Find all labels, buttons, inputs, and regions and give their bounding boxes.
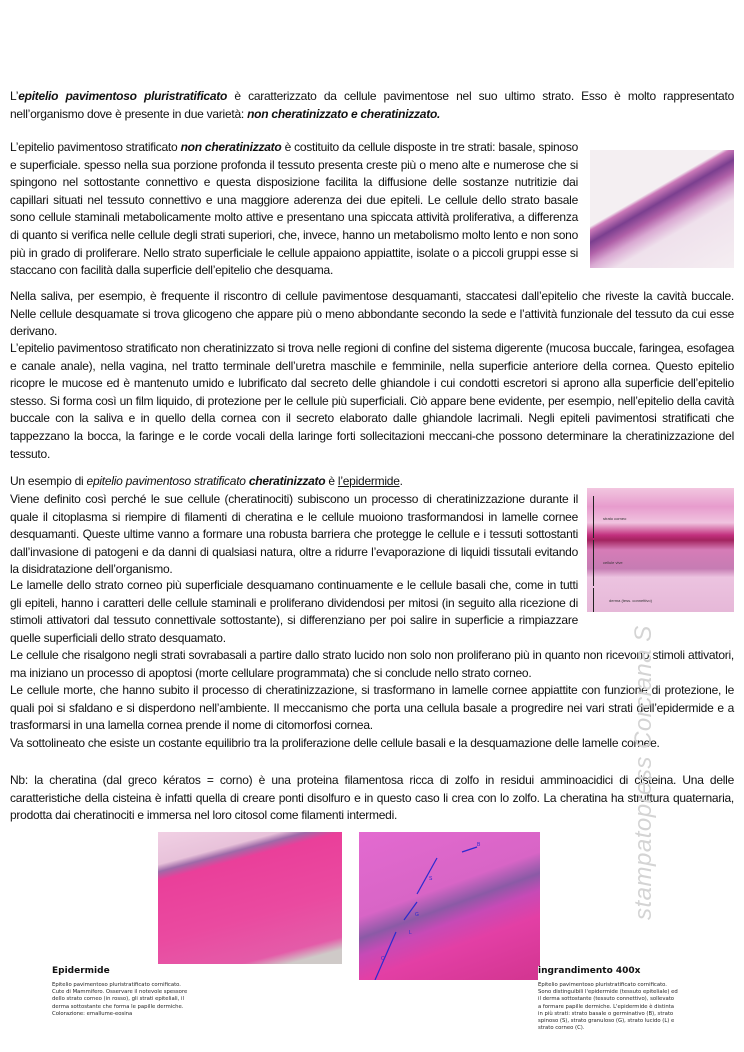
brace-marker [593, 588, 598, 612]
nonker-paragraph-1: L’epitelio pavimentoso stratificato non cheratinizzato è costituito da cellule disposte in tre strati: basale, spinoso e superficiale. spesso nella sua porzione profonda il tessuto presenta creste più o meno alte e numerose che si spingono nel sottostante connettivo e questa disposizione facilita la diffusione delle sostanze nutritizie dai capillari situati nel tessuto connettivo e una maggiore aderenza dei due epiteli. Le cellule dello strato basale sono cellule staminali metabolicamente molto attive e presentano una spiccata attività proliferativa, a differenza di quanto si verifica nelle cellule degli strati superiori, che, invece, hanno un metabolismo molto lento e non sono più in grado di proliferare. Nello strato superficiale le cellule appaiono appiattite, isolate o a piccoli gruppi esse si staccano con facilità dalla superficie dell’epitelio che desquama. [10, 140, 579, 278]
caption-title: Epidermide [52, 966, 110, 976]
ker-paragraph-4: Le cellule morte, che hanno subito il processo di cheratinizzazione, si trasformano in lamelle cornee appiattite con funzione di protezione, le quali poi si sfaldano e si disperdono nell’ambiente. Il meccanismo che porta una cellula basale a progredire nei vari strati dell’epidermide e a trasformarsi in una lamella cornea prende il nome di citomorfosi cornea. [10, 683, 734, 733]
nb-paragraph: Nb: la cheratina (dal greco kératos = corno) è una proteina filamentosa ricca di zolfo in residui amminoacidici di cisteina. Una delle caratteristiche della cisteina è infatti quella di creare ponti disolfuro e in questo caso li crea con lo zolfo. La cheratina ha struttura quaternaria, prodotta dai cheratinociti e immersa nel loro citosol come filamenti intermedi. [10, 773, 734, 823]
term-pluristratificato: epitelio pavimentoso pluristratificato [18, 89, 228, 103]
label-s: S [429, 876, 433, 882]
intro-paragraph: L’epitelio pavimentoso pluristratificato è caratterizzato da cellule pavimentose nel suo ultimo strato. Esso è molto rappresentato nell’organismo dove è presente in due varietà: non cheratinizzato e cheratinizzato. [10, 89, 734, 121]
label-b: B [477, 842, 481, 848]
label-cellule-vive: cellule vive [603, 560, 623, 565]
ker-paragraph-3: Le cellule che risalgono negli strati sovrabasali a partire dallo strato lucido non solo non proliferano più in quanto non ricevono stimoli attivatori, ma iniziano un processo di apoptosi (morte cellulare programmata) che si conclude nello strato corneo. [10, 648, 734, 680]
ker-paragraph-2: Le lamelle dello strato corneo più superficiale desquamano continuamente e le cellule basali che, come in tutti gli epiteli, hanno i caratteri delle cellule staminali e proliferano dividendosi per mitosi (in seguito alla ricezione di stimoli attivatori dal tessuto connettivale sottostante), si differenziano per poi salire in superficie a rimpiazzare quelle superficiali dello strato desquamato. [10, 578, 578, 645]
brace-marker [593, 540, 598, 586]
ker-paragraph-1: Viene definito così perché le sue cellule (cheratinociti) subiscono un processo di cheratinizzazione durante il quale il citoplasma si riempire di filamenti di cheratina e le cellule muoiono trasformandosi in lamelle cornee desquamanti. Queste ultime vanno a formare una robusta barriera che protegge le cellule e i tessuti sottostanti dall’invasione di patogeni e da danni di qualsiasi natura, oltre a ridurre l’evaporazione di liquidi tissutali evitando la disidratazione dell’organismo. [10, 492, 578, 577]
term-cheratinizzato: cheratinizzato [248, 474, 326, 488]
label-l: L [409, 930, 412, 936]
label-strato-corneo: strato corneo [603, 516, 627, 521]
caption-title: ingrandimento 400x [538, 966, 641, 976]
caption-text: Epitelio pavimentoso pluristratificato cornificato. Cute di Mammifero. Osservare il notevole spessore dello strato corneo (in rosso), gli strati epiteliali, il derma sottostante che forma le papille dermiche. Colorazione: emallume-eosina [52, 982, 188, 1017]
caption-epidermide [52, 966, 192, 1018]
ker-heading-line: Un esempio di epitelio pavimentoso stratificato cheratinizzato è l’epidermide. [10, 474, 403, 488]
term-non-cheratinizzato: non cheratinizzato [180, 140, 282, 154]
ker-paragraph-5: Va sottolineato che esiste un costante equilibrio tra la proliferazione delle cellule basali e la desquamazione delle lamelle cornee. [10, 736, 660, 750]
term-epidermide: l’epidermide [337, 474, 400, 488]
watermark: stampatopress Corciana S [630, 625, 657, 920]
epidermis-low-magnification-image [158, 832, 342, 964]
epidermis-400x-image [359, 832, 540, 980]
non-keratinized-epithelium-image [590, 150, 734, 268]
brace-marker [593, 496, 598, 538]
label-g: G [415, 912, 419, 918]
caption-text: Epitelio pavimentoso pluristratificato cornificato. Sono distinguibili l'epidermide (tessuto epiteliale) ed il derma sottostante (tessuto connettivo), sollevato a formare papille dermiche. L'epidermide è distinta in più strati: strato basale o germinativo (B), strato spinoso (S), strato granuloso (G), strato lucido (L) e strato corneo (C). [538, 982, 678, 1032]
label-derma: derma (tess. connettivo) [609, 598, 652, 603]
keratinized-epidermis-image [587, 488, 734, 612]
label-c: C [381, 956, 385, 962]
layer-arrows [359, 832, 540, 980]
nonker-paragraph-2: Nella saliva, per esempio, è frequente il riscontro di cellule pavimentose desquamanti, staccatesi dall’epitelio che riveste la cavità buccale. Nelle cellule desquamate si trova glicogeno che appare più o meno abbondante secondo la sede e l’attività funzionale del tessuto da cui esse derivano. [10, 289, 734, 339]
caption-400x [538, 966, 678, 1032]
nonker-paragraph-3: L’epitelio pavimentoso stratificato non cheratinizzato si trova nelle regioni di confine del sistema digerente (mucosa buccale, faringea, esofagea e canale anale), nella vagina, nel tratto terminale dell’uretra maschile e femminile, nella superficie anteriore della cornea. Questo epitelio ricopre le mucose ed è mantenuto umido e lubrificato dal secreto delle ghiandole i cui condotti escretori si aprono alla superficie dell’epitelio stesso. Si forma così un film liquido, di protezione per le cellule più superficiali. Ciò appare bene evidente, per esempio, nell’epitelio della cavità buccale con la saliva e in quello della cornea con il secreto elaborato dalle ghiandole lacrimali. Negli epiteli pavimentosi stratificati che tappezzano la bocca, la faringe e le corde vocali della laringe forti sollecitazioni meccani-che possono determinare la cheratinizzazione del tessuto. [10, 341, 734, 461]
term-varieties: non cheratinizzato e cheratinizzato. [247, 106, 441, 121]
